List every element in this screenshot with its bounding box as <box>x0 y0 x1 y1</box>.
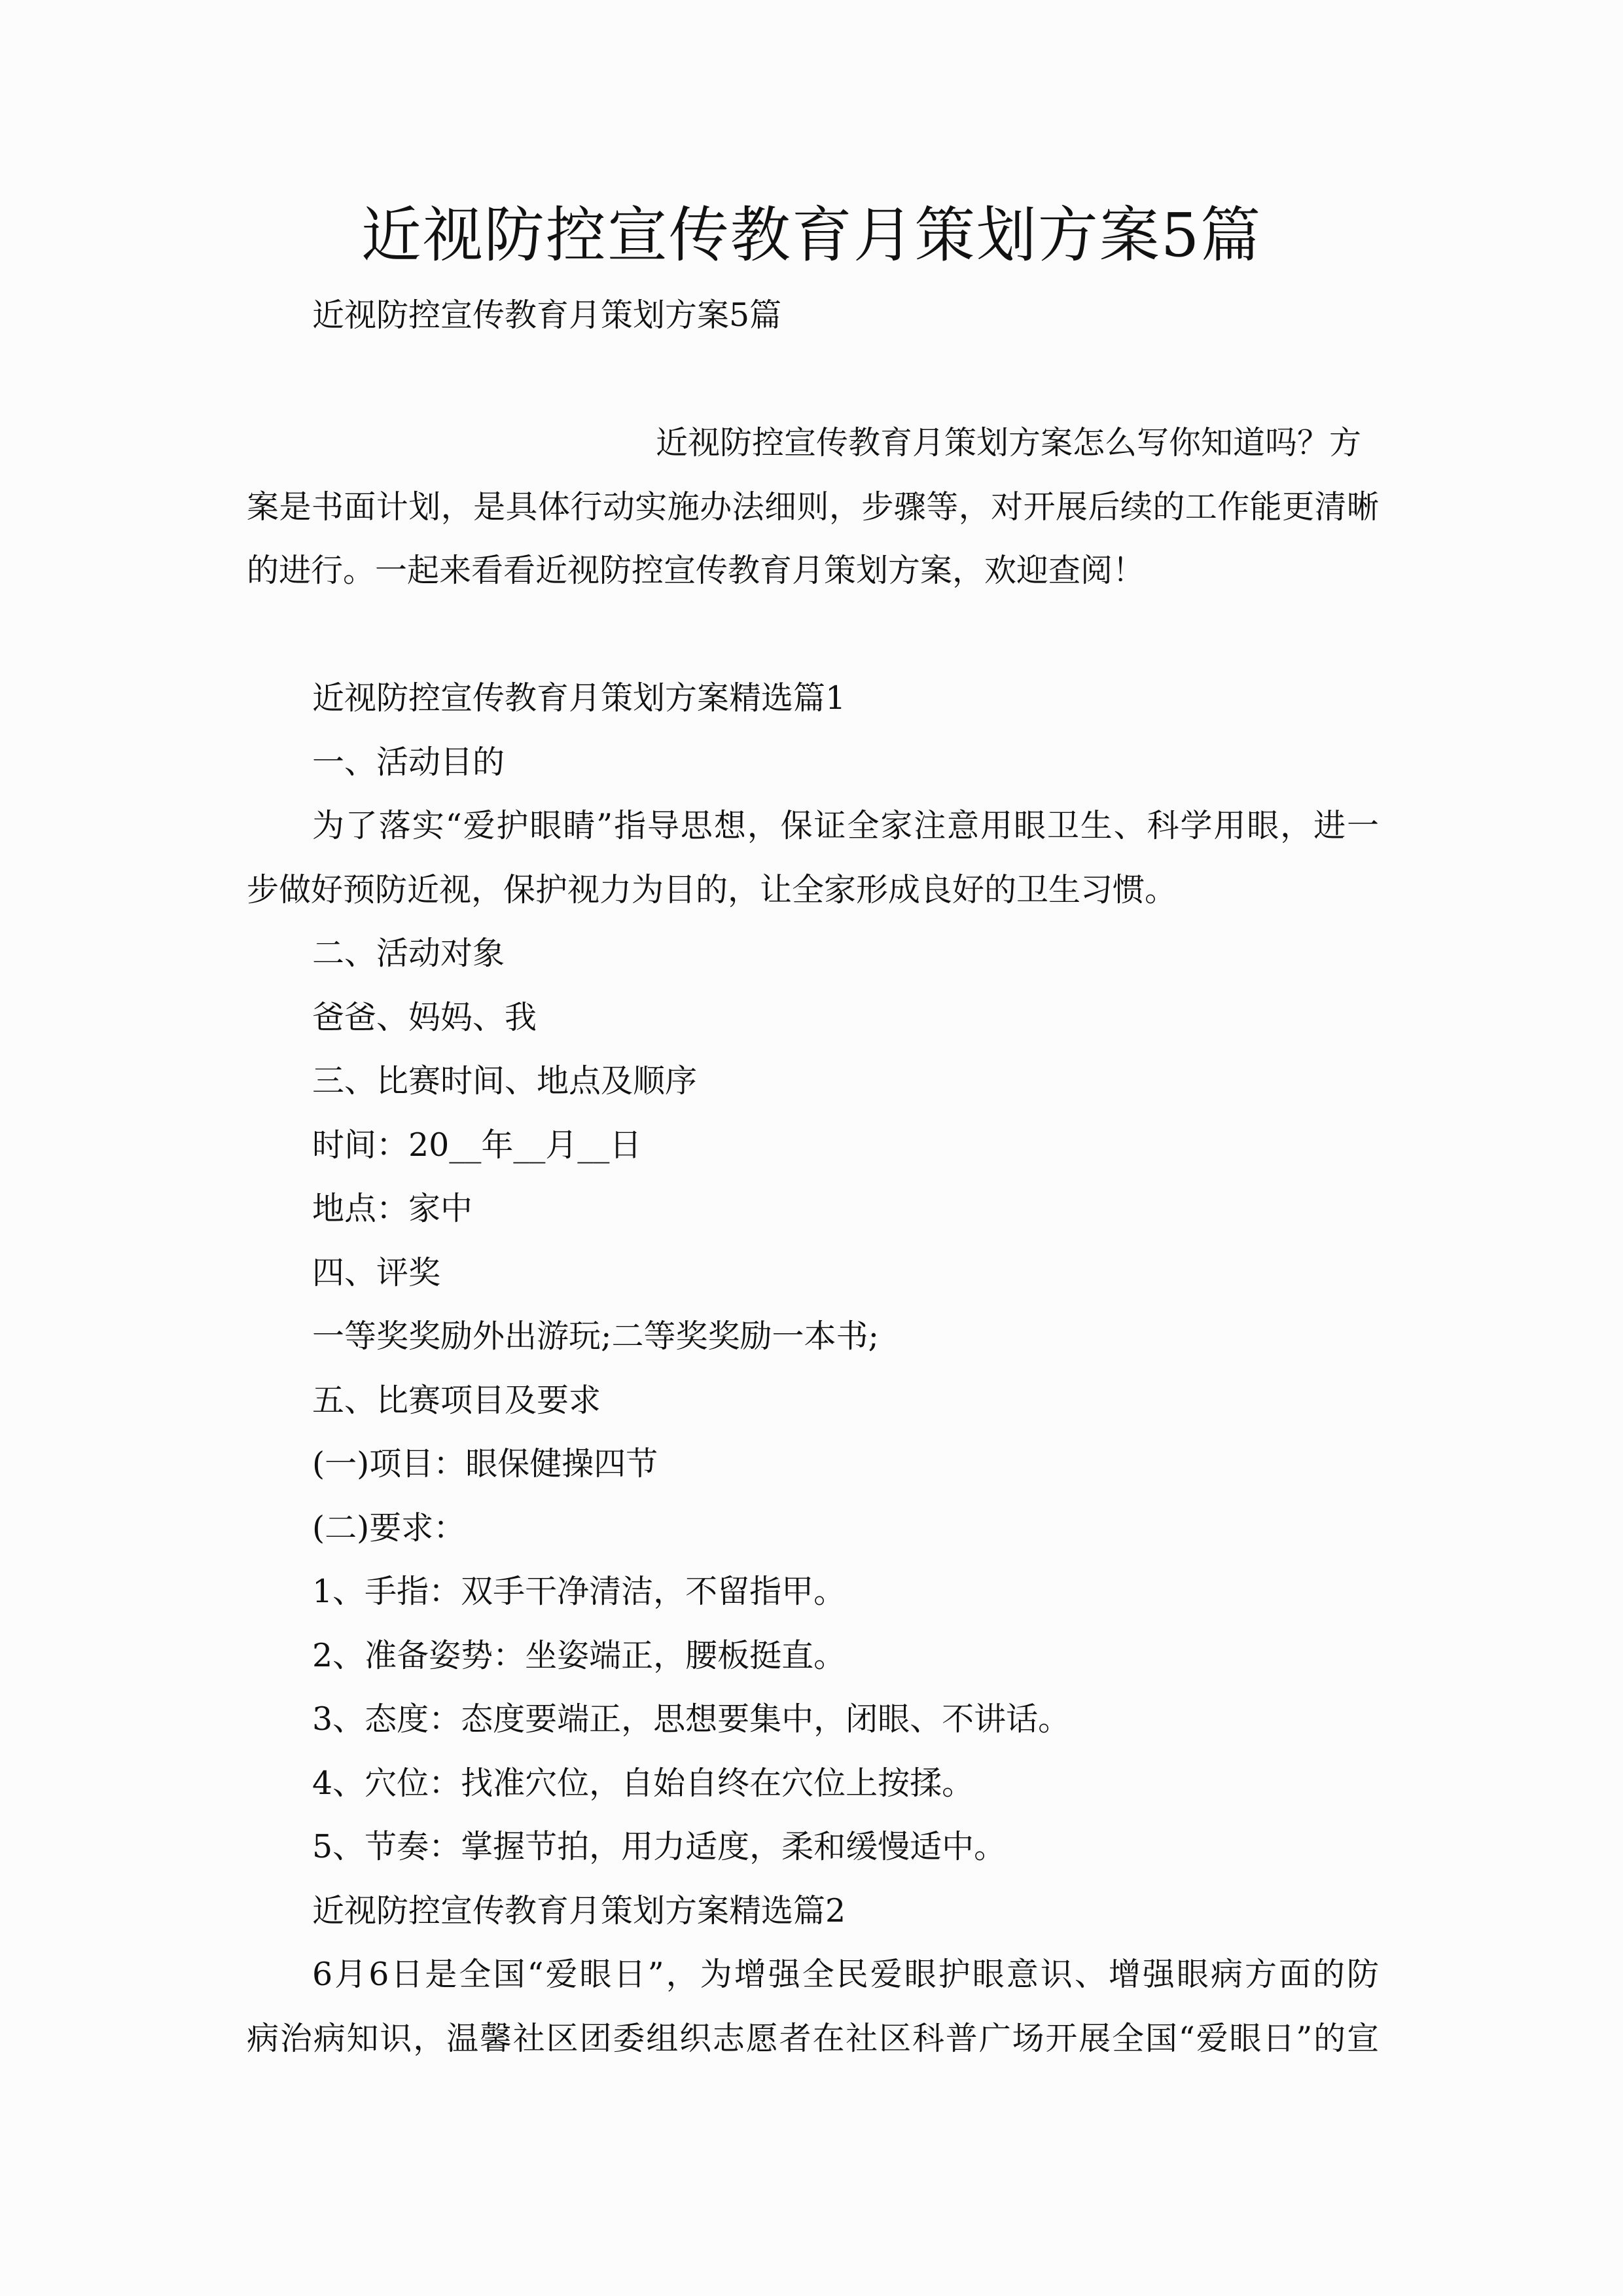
intro-line-3: 的进行。一起来看看近视防控宣传教育月策划方案，欢迎查阅！ <box>247 552 1145 589</box>
section-1-item-place: 地点：家中 <box>312 1190 473 1227</box>
section-1-item-time: 时间：20__年__月__日 <box>312 1126 642 1164</box>
document-subtitle: 近视防控宣传教育月策划方案5篇 <box>312 296 782 334</box>
blank-line <box>247 348 1379 412</box>
section-1-item-purpose-text-2: 步做好预防近视，保护视力为目的，让全家形成良好的卫生习惯。 <box>247 870 1177 908</box>
section-1-item-purpose-text-1: 为了落实“爱护眼睛”指导思想，保证全家注意用眼卫生、科学用眼，进一 <box>312 807 1379 844</box>
section-2-heading: 近视防控宣传教育月策划方案精选篇2 <box>312 1892 846 1929</box>
section-1-item-target-heading: 二、活动对象 <box>312 935 505 972</box>
section-1-requirement-4: 4、穴位：找准穴位，自始自终在穴位上按揉。 <box>312 1764 974 1802</box>
document-title: 近视防控宣传教育月策划方案5篇 <box>361 200 1262 270</box>
section-1-requirement-3: 3、态度：态度要端正，思想要集中，闭眼、不讲话。 <box>312 1700 1071 1738</box>
section-1-item-requirements-heading: 五、比赛项目及要求 <box>312 1381 601 1419</box>
section-1-requirement-2: 2、准备姿势：坐姿端正，腰板挺直。 <box>312 1636 846 1674</box>
section-1-item-schedule-heading: 三、比赛时间、地点及顺序 <box>312 1062 698 1100</box>
section-2-paragraph-line-1: 6月6日是全国“爱眼日”，为增强全民爱眼护眼意识、增强眼病方面的防 <box>312 1956 1379 1993</box>
section-1-item-awards-heading: 四、评奖 <box>312 1253 441 1291</box>
document-body <box>247 283 1379 2070</box>
section-2-paragraph-line-2: 病治病知识，温馨社区团委组织志愿者在社区科普广场开展全国“爱眼日”的宣 <box>247 2019 1379 2057</box>
section-1-heading: 近视防控宣传教育月策划方案精选篇1 <box>312 679 846 717</box>
section-1-item-requirements: (二)要求： <box>312 1509 466 1547</box>
section-1-item-awards-text: 一等奖奖励外出游玩;二等奖奖励一本书; <box>312 1318 880 1355</box>
section-1-requirement-5: 5、节奏：掌握节拍，用力适度，柔和缓慢适中。 <box>312 1828 1007 1865</box>
section-1-item-project: (一)项目：眼保健操四节 <box>312 1445 658 1482</box>
section-1-requirement-1: 1、手指：双手干净清洁，不留指甲。 <box>312 1573 846 1610</box>
intro-line-1: 近视防控宣传教育月策划方案怎么写你知道吗？方 <box>656 424 1362 461</box>
intro-line-2: 案是书面计划，是具体行动实施办法细则，步骤等，对开展后续的工作能更清晰 <box>247 488 1379 526</box>
blank-line <box>247 603 1379 667</box>
section-1-item-target-text: 爸爸、妈妈、我 <box>312 998 537 1036</box>
section-1-item-purpose-heading: 一、活动目的 <box>312 743 505 781</box>
